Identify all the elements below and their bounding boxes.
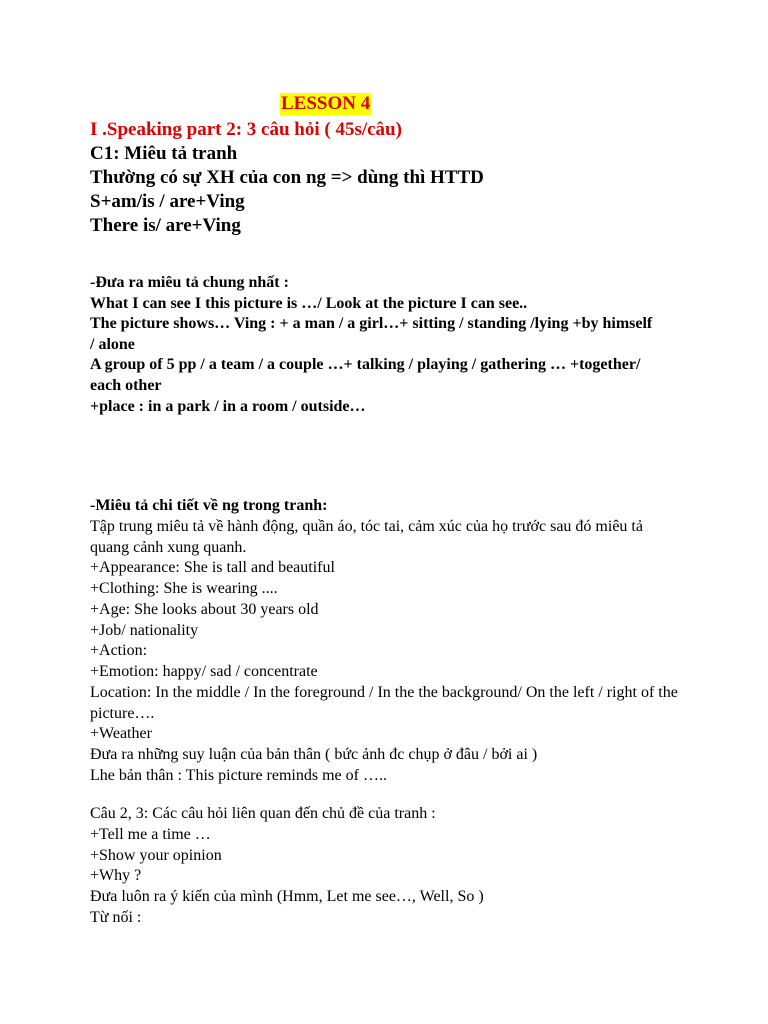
list-item: Đưa ra những suy luận của bản thân ( bức ảnh đc chụp ở đâu / bởi ai ) [90,746,538,763]
list-item: +Why ? [90,867,142,885]
list-item: +Tell me a time … [90,825,211,843]
detail-description-section [90,496,680,787]
tense-note: Thường có sự XH của con ng => dùng thì HTTD [90,167,484,188]
list-item: +Emotion: happy/ sad / concentrate [90,663,318,680]
paragraph-line: What I can see I this picture is …/ Look at the picture I can see.. [90,294,528,312]
paragraph-line: A group of 5 pp / a team / a couple …+ talking / playing / gathering … +together/ each other [90,356,641,394]
speaking-heading [90,118,730,238]
formula-line-2: There is/ are+Ving [90,215,241,236]
list-item: Lhe bản thân : This picture reminds me of ….. [90,766,387,784]
list-item: Từ nối : [90,908,142,926]
questions-section [90,804,680,929]
paragraph-line: +place : in a park / in a room / outside… [90,397,366,415]
section-heading: -Miêu tả chi tiết về ng trong tranh: [90,497,328,514]
list-item: +Appearance: She is tall and beautiful [90,559,335,577]
title-wrap [280,93,371,115]
list-item: Đưa luôn ra ý kiến của mình (Hmm, Let me see…, Well, So ) [90,888,484,905]
list-item: +Action: [90,642,148,660]
list-item: Location: In the middle / In the foreground / In the the background/ On the left / right of the picture…. [90,683,678,722]
list-item: +Show your opinion [90,846,222,864]
paragraph-line: The picture shows… Ving : + a man / a girl…+ sitting / standing /lying +by himself / alone [90,315,653,353]
section-heading: Câu 2, 3: Các câu hỏi liên quan đến chủ đề của tranh : [90,805,436,822]
lesson-title: LESSON 4 [281,93,371,114]
section-heading: -Đưa ra miêu tả chung nhất : [90,274,289,291]
list-item: +Age: She looks about 30 years old [90,600,319,618]
general-description-section [90,273,660,417]
question1-heading: C1: Miêu tả tranh [90,143,238,164]
formula-line-1: S+am/is / are+Ving [90,191,245,212]
list-item: +Weather [90,725,152,743]
list-item: +Clothing: She is wearing .... [90,580,278,597]
part-heading: I .Speaking part 2: 3 câu hỏi ( 45s/câu) [90,119,402,140]
section-intro: Tập trung miêu tả về hành động, quần áo, tóc tai, cảm xúc của họ trước sau đó miêu tả quang cảnh xung quanh. [90,517,643,556]
list-item: +Job/ nationality [90,621,199,639]
